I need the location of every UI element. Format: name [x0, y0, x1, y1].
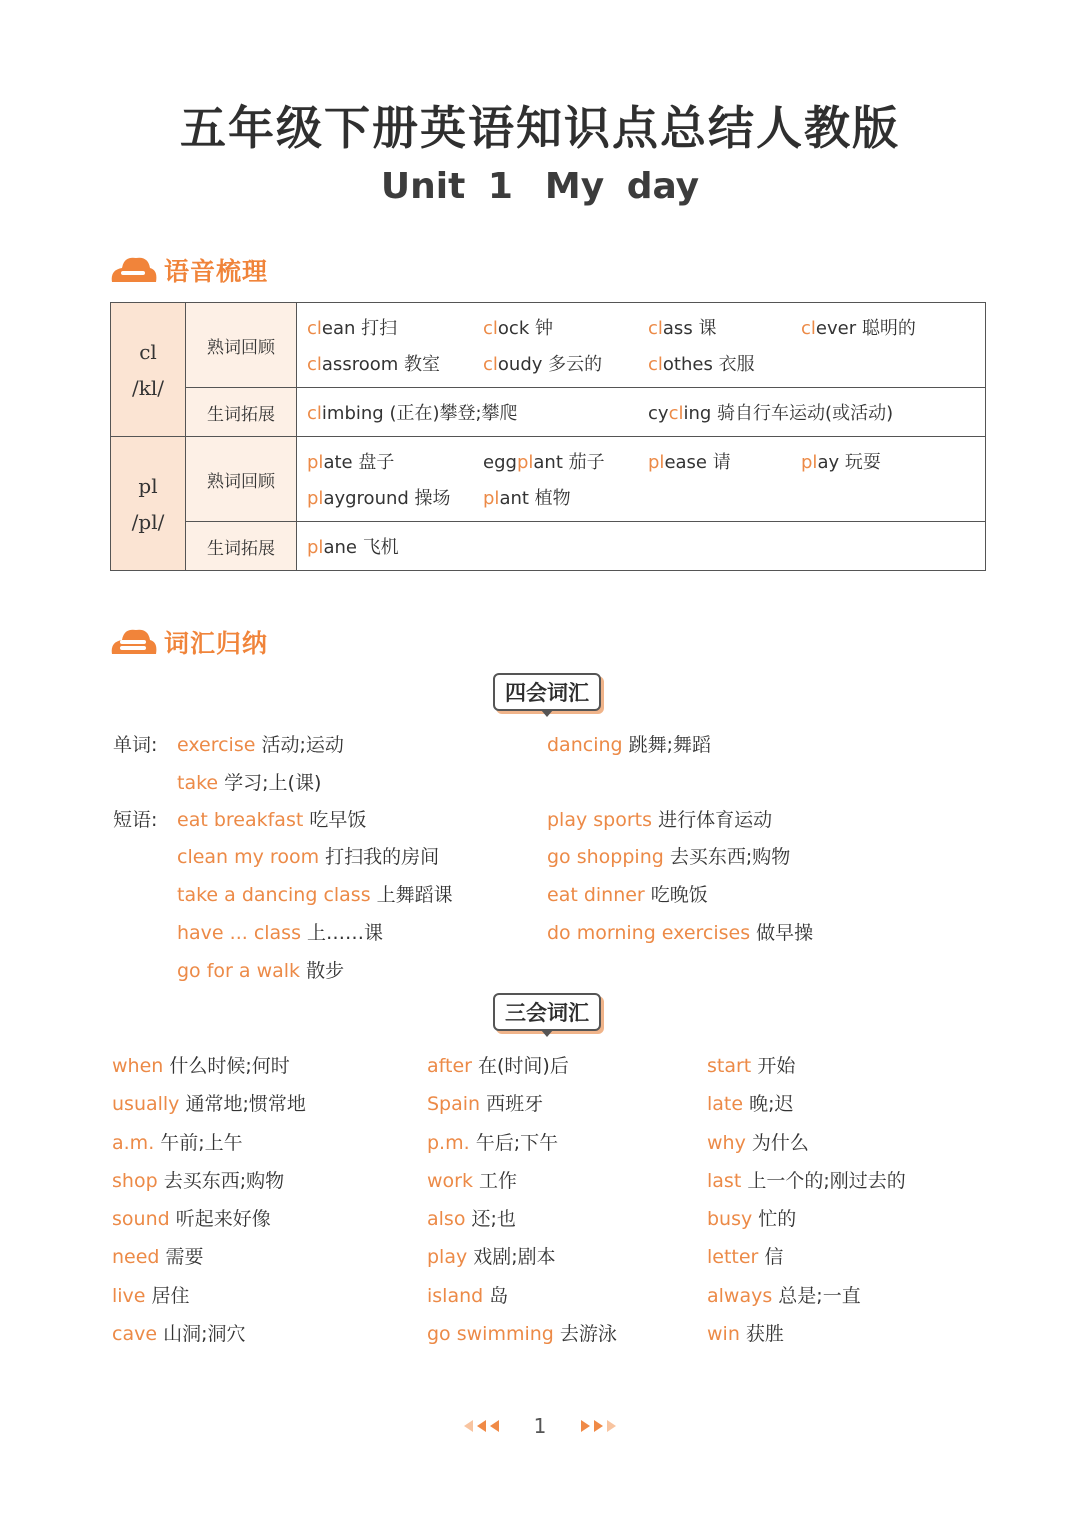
- vocab-item: live 居住: [112, 1284, 190, 1307]
- vocab-item: after 在(时间)后: [427, 1055, 569, 1077]
- word-item: class 课: [648, 318, 717, 339]
- phrases-label: 短语:: [113, 809, 158, 831]
- vocab-item: go for a walk 散步: [177, 960, 345, 982]
- word-item: plant 植物: [483, 488, 571, 509]
- phonics-section-heading: [108, 252, 268, 288]
- vocab-item: busy 忙的: [707, 1208, 797, 1231]
- vocab-item: take 学习;上(课): [177, 772, 322, 794]
- vocab-item: eat dinner 吃晚饭: [547, 884, 708, 906]
- word-item: plane 飞机: [307, 537, 399, 558]
- sound-ipa: /kl/: [132, 375, 164, 400]
- word-item: clever 聪明的: [801, 318, 916, 339]
- words-label: 单词:: [113, 734, 158, 756]
- vocab-item: Spain 西班牙: [427, 1093, 544, 1116]
- prev-arrow-icon[interactable]: [490, 1420, 499, 1432]
- sound-letters: cl: [139, 339, 157, 364]
- sound-ipa: /pl/: [131, 509, 165, 534]
- four-skills-tag: 四会词汇: [493, 673, 601, 711]
- unit-label: Unit 1: [380, 166, 513, 207]
- three-skills-col-3: [707, 1051, 906, 1357]
- tag-pointer: [541, 710, 553, 717]
- word-item: climbing (正在)攀登;攀爬: [307, 403, 518, 424]
- vocab-item: last 上一个的;刚过去的: [707, 1169, 906, 1192]
- prev-arrow-icon[interactable]: [477, 1420, 486, 1432]
- word-item: clean 打扫: [307, 318, 398, 339]
- next-arrow-icon[interactable]: [581, 1420, 590, 1432]
- sound-cl: [111, 303, 186, 437]
- tag-pointer: [541, 1030, 553, 1037]
- vocab-item: p.m. 午后;下午: [427, 1131, 559, 1154]
- vocab-item: late 晚;迟: [707, 1093, 794, 1116]
- vocab-heading: 词汇归纳: [164, 629, 269, 658]
- vocab-item: usually 通常地;惯常地: [112, 1093, 306, 1116]
- page-footer: [0, 1412, 1080, 1438]
- vocab-item: dancing 跳舞;舞蹈: [547, 734, 712, 756]
- three-skills-tag: 三会词汇: [493, 993, 601, 1031]
- vocab-item: take a dancing class 上舞蹈课: [177, 884, 453, 906]
- vocab-item: island 岛: [427, 1284, 509, 1307]
- word-item: playground 操场: [307, 488, 451, 509]
- word-item: clock 钟: [483, 318, 553, 339]
- vocab-item: also 还;也: [427, 1208, 516, 1231]
- word-item: eggplant 茄子: [483, 452, 605, 473]
- sound-pl: [111, 437, 186, 571]
- vocab-item: sound 听起来好像: [112, 1208, 271, 1231]
- word-item: classroom 教室: [307, 354, 440, 375]
- phonics-table: [110, 302, 986, 571]
- pl-review-cell: [297, 437, 986, 522]
- word-item: cycling 骑自行车运动(或活动): [648, 403, 894, 424]
- vocab-item: eat breakfast 吃早饭: [177, 809, 367, 831]
- category-label: 熟词回顾: [186, 303, 297, 388]
- vocab-item: start 开始: [707, 1055, 796, 1077]
- next-arrow-icon[interactable]: [594, 1420, 603, 1432]
- vocab-item: win 获胜: [707, 1323, 784, 1346]
- sound-letters: pl: [138, 473, 158, 498]
- vocab-item: have ... class 上……课: [177, 922, 384, 944]
- word-item: clothes 衣服: [648, 354, 755, 375]
- page-number: 1: [533, 1413, 547, 1438]
- category-label: 熟词回顾: [186, 437, 297, 522]
- page-title: 五年级下册英语知识点总结人教版: [180, 101, 900, 155]
- word-item: cloudy 多云的: [483, 354, 603, 375]
- vocab-item: play sports 进行体育运动: [547, 809, 773, 831]
- vocab-item: need 需要: [112, 1246, 204, 1269]
- three-skills-col-1: [112, 1051, 306, 1357]
- vocab-item: when 什么时候;何时: [112, 1055, 290, 1077]
- vocab-item: why 为什么: [707, 1131, 809, 1154]
- vocab-item: always 总是;一直: [707, 1284, 861, 1307]
- pl-extend-cell: [297, 522, 986, 571]
- vocab-item: clean my room 打扫我的房间: [177, 846, 440, 868]
- vocab-item: exercise 活动;运动: [177, 734, 344, 756]
- unit-name: My day: [544, 166, 700, 207]
- unit-title: [0, 166, 1080, 207]
- category-label: 生词拓展: [186, 522, 297, 571]
- cloud-icon: [108, 252, 158, 288]
- cloud-icon: [108, 624, 158, 660]
- vocab-section-heading: [108, 624, 268, 660]
- vocab-item: a.m. 午前;上午: [112, 1131, 243, 1154]
- next-arrow-icon[interactable]: [607, 1420, 616, 1432]
- word-item: play 玩耍: [801, 452, 881, 473]
- vocab-item: go swimming 去游泳: [427, 1323, 617, 1346]
- vocab-item: letter 信: [707, 1246, 784, 1269]
- vocab-item: shop 去买东西;购物: [112, 1169, 285, 1192]
- word-item: please 请: [648, 452, 731, 473]
- vocab-item: cave 山洞;洞穴: [112, 1323, 246, 1346]
- three-skills-col-2: [427, 1051, 617, 1357]
- vocab-item: work 工作: [427, 1169, 518, 1192]
- cl-extend-cell: [297, 388, 986, 437]
- prev-arrow-icon[interactable]: [464, 1420, 473, 1432]
- word-item: plate 盘子: [307, 452, 395, 473]
- category-label: 生词拓展: [186, 388, 297, 437]
- vocab-item: go shopping 去买东西;购物: [547, 846, 791, 868]
- vocab-item: play 戏剧;剧本: [427, 1246, 556, 1269]
- cl-review-cell: [297, 303, 986, 388]
- phonics-heading: 语音梳理: [164, 257, 269, 286]
- vocab-item: do morning exercises 做早操: [547, 922, 814, 944]
